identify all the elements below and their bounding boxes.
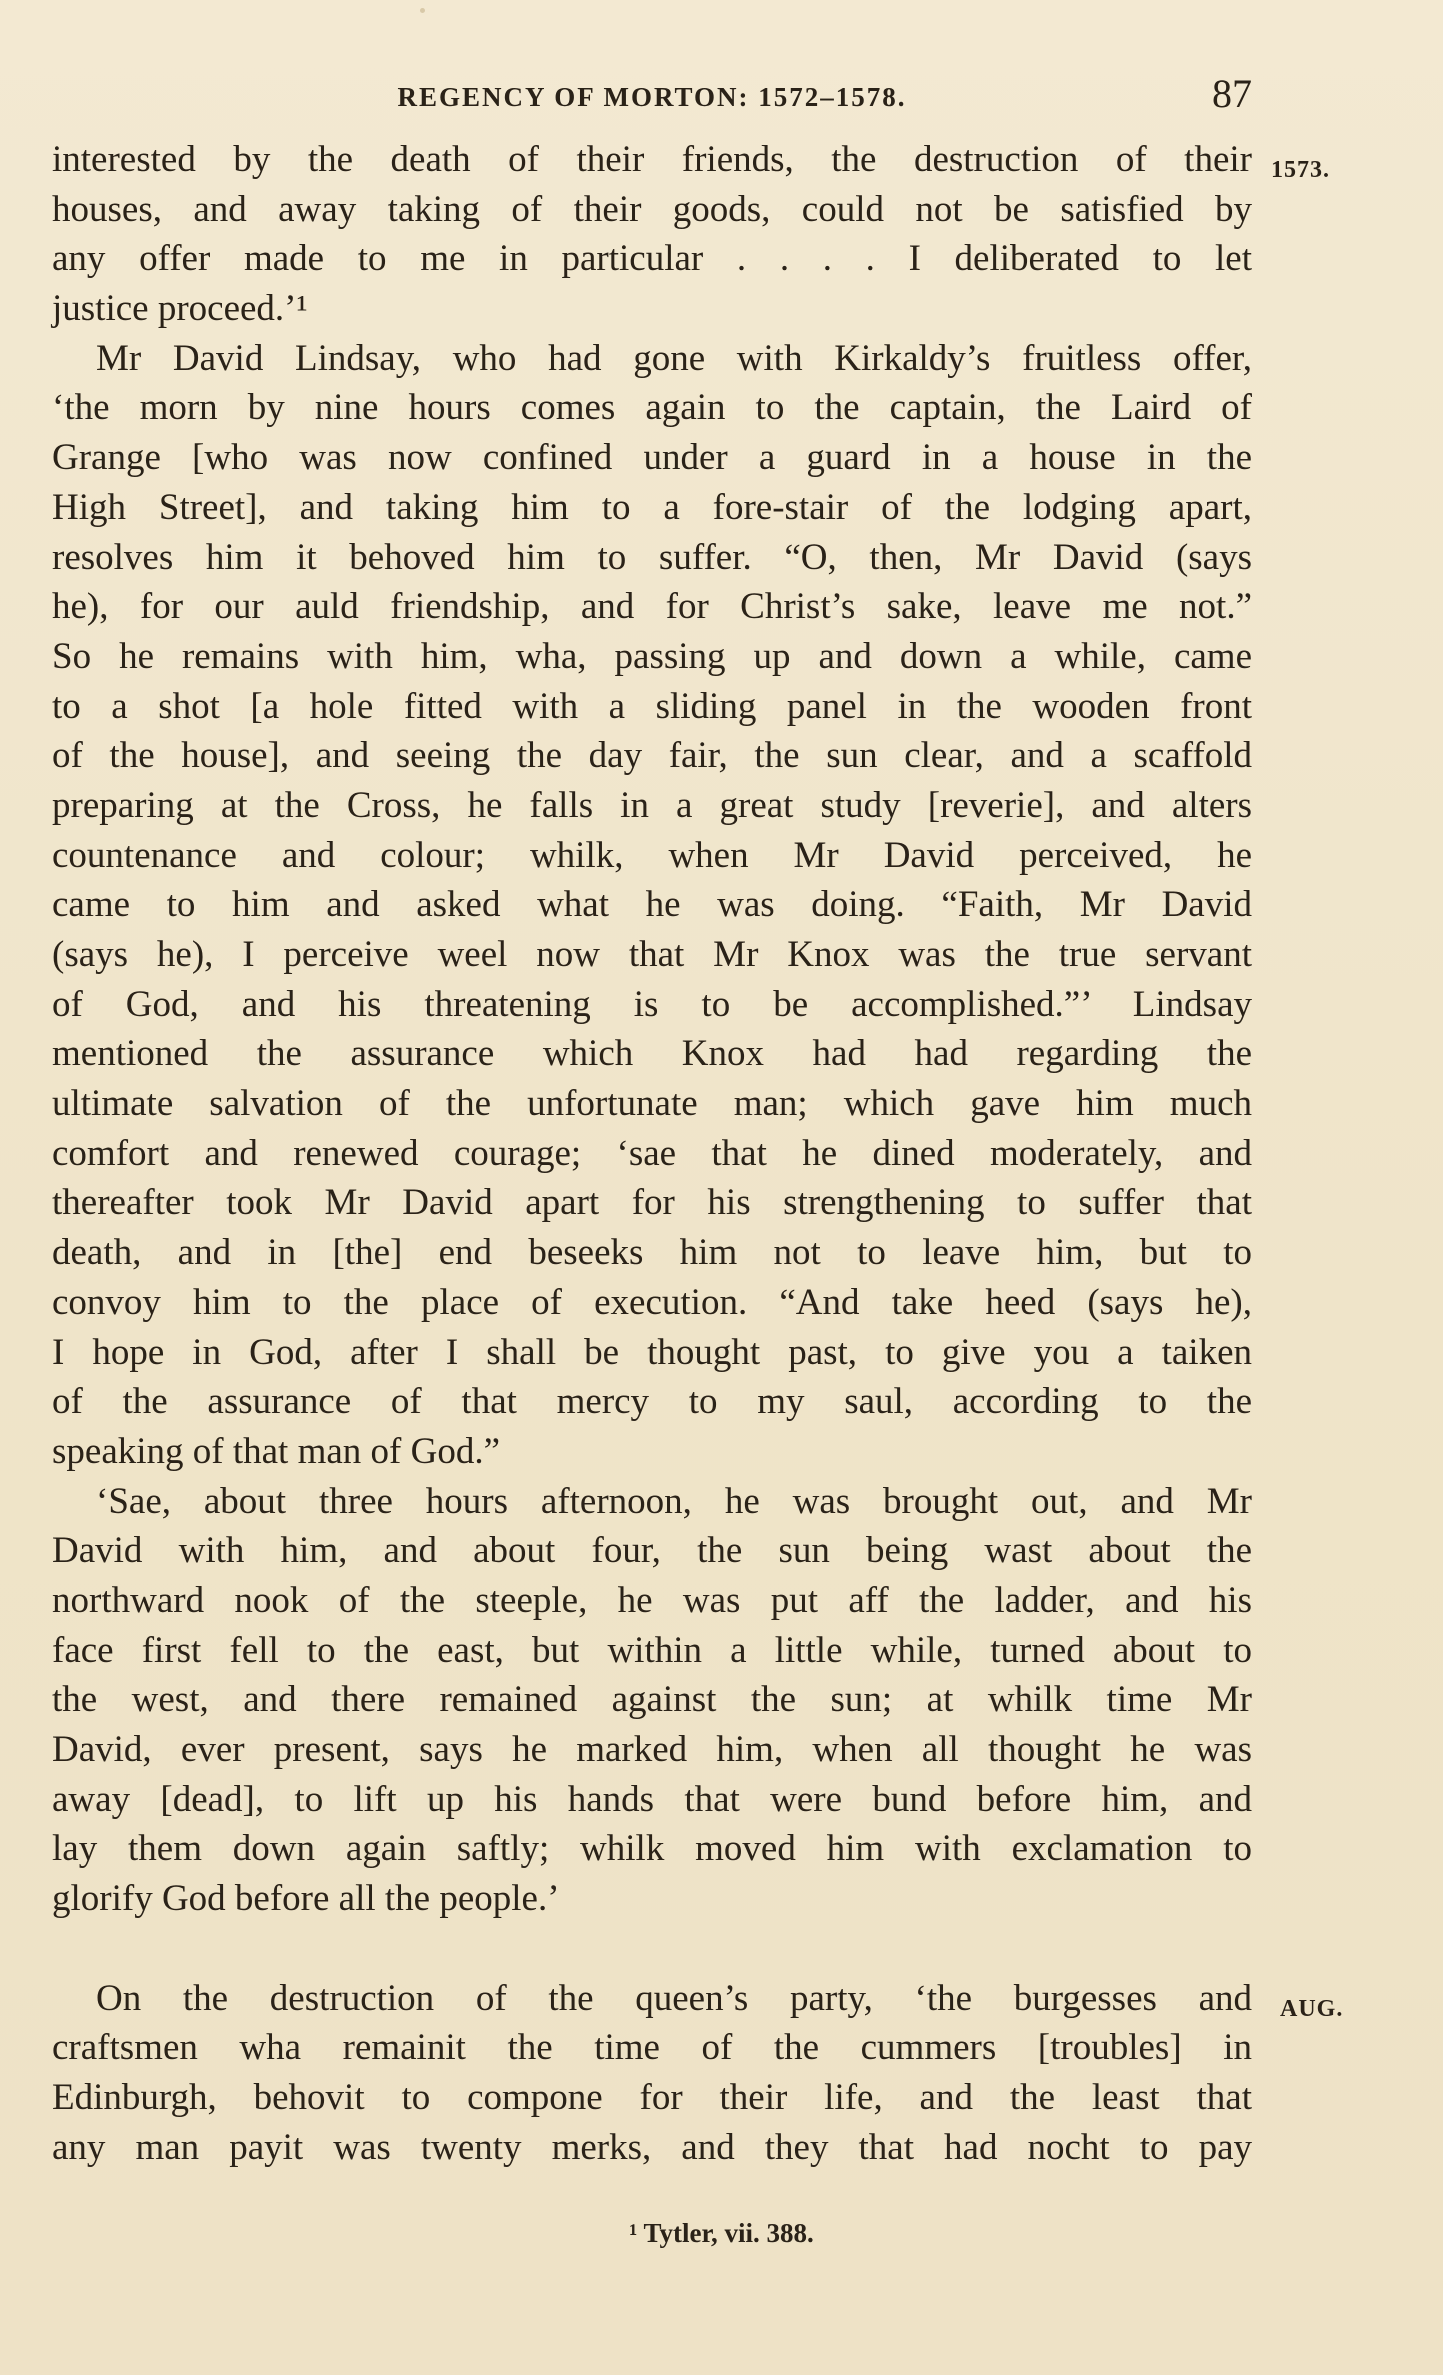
text-line: comfort and renewed courage; ‘sae that he dined moderately, and — [52, 1132, 1252, 1174]
text-line: interested by the death of their friends, the destruction of their — [52, 139, 1252, 180]
text-line: Mr David Lindsay, who had gone with Kirkaldy’s fruitless offer, — [96, 337, 1252, 379]
text-line: mentioned the assurance which Knox had had regarding the — [52, 1033, 1252, 1075]
text-line: David, ever present, says he marked him, when all thought he was — [52, 1729, 1252, 1770]
text-line: Grange [who was now confined under a guard in a house in the — [52, 437, 1252, 479]
text-line: convoy him to the place of execution. “And take heed (says he), — [52, 1281, 1252, 1323]
text-line: High Street], and taking him to a fore-stair of the lodging apart, — [52, 486, 1252, 528]
main-text — [52, 135, 1252, 2173]
text-line: away [dead], to lift up his hands that were bund before him, and — [52, 1778, 1252, 1820]
text-line: speaking of that man of God.” — [52, 1430, 500, 1472]
text-line: resolves him it behoved him to suffer. “O, then, Mr David (says — [52, 536, 1252, 578]
footnote: ¹ Tytler, vii. 388. — [629, 2218, 814, 2248]
paragraph — [52, 1974, 1252, 2173]
text-line: countenance and colour; whilk, when Mr David perceived, he — [52, 834, 1252, 876]
text-line: Edinburgh, behovit to compone for their life, and the least that — [52, 2077, 1252, 2119]
text-line: I hope in God, after I shall be thought past, to give you a taiken — [52, 1331, 1252, 1373]
text-line: ultimate salvation of the unfortunate man; which gave him much — [52, 1083, 1252, 1125]
text-line: (says he), I perceive weel now that Mr Knox was the true servant — [52, 934, 1252, 975]
text-line: So he remains with him, wha, passing up and down a while, came — [52, 635, 1252, 677]
text-line: of the house], and seeing the day fair, the sun clear, and a scaffold — [52, 735, 1252, 777]
text-line: glorify God before all the people.’ — [52, 1878, 560, 1920]
text-line: came to him and asked what he was doing. “Faith, Mr David — [52, 884, 1252, 926]
text-line: of God, and his threatening is to be accomplished.”’ Lindsay — [52, 983, 1252, 1025]
text-line: northward nook of the steeple, he was put aff the ladder, and his — [52, 1579, 1252, 1621]
paragraph — [52, 1477, 1252, 1924]
paragraph — [52, 135, 1252, 334]
text-line: ‘Sae, about three hours afternoon, he was brought out, and Mr — [96, 1480, 1252, 1522]
text-line: thereafter took Mr David apart for his strengthening to suffer that — [52, 1182, 1252, 1224]
text-line: houses, and away taking of their goods, could not be satisfied by — [52, 188, 1252, 230]
margin-note-year: 1573. — [1271, 157, 1330, 183]
margin-note-month: AUG. — [1280, 1996, 1344, 2022]
text-line: the west, and there remained against the sun; at whilk time Mr — [52, 1679, 1252, 1721]
text-line: to a shot [a hole fitted with a sliding panel in the wooden front — [52, 685, 1252, 727]
text-line: craftsmen wha remainit the time of the cummers [troubles] in — [52, 2027, 1252, 2069]
text-line: any offer made to me in particular . . . . I deliberated to let — [52, 238, 1252, 280]
text-line: any man payit was twenty merks, and they that had nocht to pay — [52, 2126, 1252, 2168]
text-line: face first fell to the east, but within a little while, turned about to — [52, 1629, 1252, 1671]
section-break — [52, 1924, 1252, 1974]
text-line: On the destruction of the queen’s party, ‘the burgesses and — [96, 1977, 1252, 2019]
page-number: 87 — [1212, 71, 1252, 116]
text-line: ‘the morn by nine hours comes again to the captain, the Laird of — [52, 387, 1252, 429]
text-line: death, and in [the] end beseeks him not to leave him, but to — [52, 1232, 1252, 1274]
page-speck — [420, 8, 425, 13]
text-line: David with him, and about four, the sun being wast about the — [52, 1530, 1252, 1572]
text-line: preparing at the Cross, he falls in a great study [reverie], and alters — [52, 784, 1252, 826]
paragraph — [52, 334, 1252, 1477]
running-head — [52, 70, 1252, 120]
text-line: of the assurance of that mercy to my saul, according to the — [52, 1381, 1252, 1423]
text-line: he), for our auld friendship, and for Christ’s sake, leave me not.” — [52, 586, 1252, 628]
running-title: REGENCY OF MORTON: 1572–1578. — [397, 82, 907, 112]
text-line: justice proceed.’¹ — [52, 288, 308, 330]
text-line: lay them down again saftly; whilk moved him with exclamation to — [52, 1828, 1252, 1870]
